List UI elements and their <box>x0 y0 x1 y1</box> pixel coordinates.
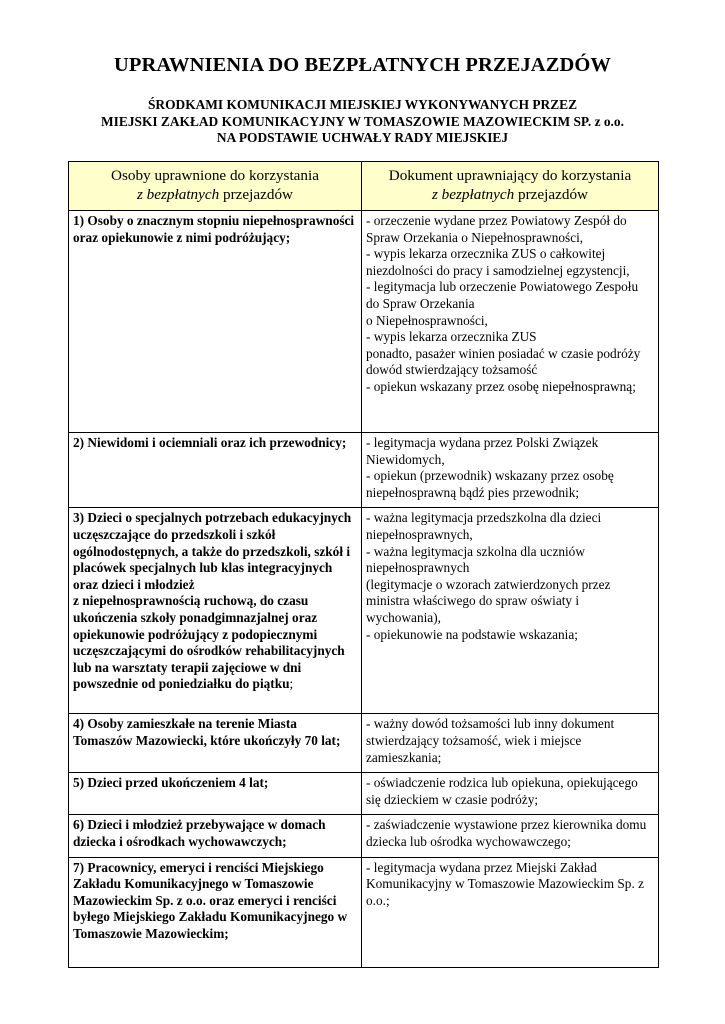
table-row <box>69 508 659 714</box>
document-line: - opiekunowie na podstawie wskazania; <box>366 626 578 642</box>
header-document <box>362 162 659 211</box>
persons-cell: 6) Dzieci i młodzież przebywające w domach dziecka i ośrodkach wychowawczych; <box>69 815 362 857</box>
document-cell <box>362 433 659 508</box>
subtitle-line: NA PODSTAWIE UCHWAŁY RADY MIEJSKIEJ <box>216 130 509 146</box>
document-line: - zaświadczenie wystawione przez kierownika domu dziecka lub ośrodka wychowawczego; <box>366 817 647 849</box>
persons-line: z niepełnosprawnością ruchową, do czasu ukończenia szkoły ponadgimnazjalnej oraz opiekunowie podróżujący z podopiecznymi uczęszczającymi do ośrodków rehabilitacyjnych lub na warsztaty terapii zajęciowe w dni powszednie od poniedziałku do piątku; <box>73 593 345 692</box>
document-line: - opiekun wskazany przez osobę niepełnosprawną; <box>366 378 636 394</box>
header-line: Dokument uprawniający do korzystania <box>388 167 632 184</box>
document-cell <box>362 773 659 815</box>
document-line: - opiekun (przewodnik) wskazany przez osobę niepełnosprawną bądź pies przewodnik; <box>366 468 614 500</box>
document-line: - wypis lekarza orzecznika ZUS o całkowitej niezdolności do pracy i samodzielnej egzystencji, <box>366 246 630 278</box>
header-persons <box>69 162 362 211</box>
persons-cell: 4) Osoby zamieszkałe na terenie Miasta Tomaszów Mazowiecki, które ukończyły 70 lat; <box>69 714 362 773</box>
document-line: ponadto, pasażer winien posiadać w czasie podróży dowód stwierdzający tożsamość <box>366 345 641 378</box>
table-row <box>69 433 659 508</box>
persons-cell: 2) Niewidomi i ociemniali oraz ich przewodnicy; <box>69 433 362 508</box>
persons-cell: 5) Dzieci przed ukończeniem 4 lat; <box>69 773 362 815</box>
document-line: - ważna legitymacja przedszkolna dla dzieci niepełnosprawnych, <box>366 510 602 542</box>
table-row <box>69 714 659 773</box>
persons-cell <box>69 508 362 714</box>
table-row <box>69 773 659 815</box>
subtitle-line: ŚRODKAMI KOMUNIKACJI MIEJSKIEJ WYKONYWANYCH PRZEZ <box>147 97 578 112</box>
document-cell <box>362 211 659 433</box>
table-row <box>69 857 659 967</box>
persons-cell: 1) Osoby o znacznym stopniu niepełnosprawności oraz opiekunowie z nimi podróżujący; <box>69 211 362 433</box>
table-row <box>69 815 659 857</box>
table-header-row <box>69 162 659 211</box>
document-subtitle <box>0 97 725 147</box>
document-line: (legitymacje o wzorach zatwierdzonych przez ministra właściwego do spraw oświaty i wychowania), <box>366 576 611 625</box>
document-title: UPRAWNIENIA DO BEZPŁATNYCH PRZEJAZDÓW <box>113 54 612 76</box>
document-line: - wypis lekarza orzecznika ZUS <box>366 329 537 345</box>
header-line: Osoby uprawnione do korzystania <box>111 167 319 184</box>
subtitle-line: MIEJSKI ZAKŁAD KOMUNIKACYJNY W TOMASZOWIE MAZOWIECKIM SP. z o.o. <box>101 113 624 129</box>
document-cell <box>362 857 659 967</box>
document-line: - ważna legitymacja szkolna dla uczniów niepełnosprawnych <box>366 543 585 576</box>
document-line: - ważny dowód tożsamości lub inny dokument stwierdzający tożsamość, wiek i miejsce zamieszkania; <box>366 716 615 765</box>
document-line: - orzeczenie wydane przez Powiatowy Zespół do Spraw Orzekania o Niepełnosprawności, <box>366 213 627 245</box>
document-cell <box>362 508 659 714</box>
document-line: o Niepełnosprawności, <box>366 312 488 328</box>
document-line: - legitymacja wydana przez Polski Związek Niewidomych, <box>366 435 599 467</box>
header-line: z bezpłatnych przejazdów <box>431 186 589 203</box>
entitlements-table <box>68 161 659 968</box>
table-row <box>69 211 659 433</box>
persons-cell: 7) Pracownicy, emeryci i renciści Miejskiego Zakładu Komunikacyjnego w Tomaszowie Mazowieckim Sp. z o.o. oraz emeryci i renciści byłego Miejskiego Zakładu Komunikacyjnego w Tomaszowie Mazowieckim; <box>69 857 362 967</box>
document-line: - legitymacja wydana przez Miejski Zakład Komunikacyjny w Tomaszowie Mazowieckim Sp. z o.o.; <box>366 859 645 908</box>
header-line: z bezpłatnych przejazdów <box>136 186 294 203</box>
persons-line: 3) Dzieci o specjalnych potrzebach edukacyjnych uczęszczające do przedszkoli i szkół ogólnodostępnych, a także do przedszkoli, szkół i placówek specjalnych lub klas integracyjnych oraz dzieci i młodzież <box>73 510 352 592</box>
document-cell <box>362 815 659 857</box>
document-line: - legitymacja lub orzeczenie Powiatowego Zespołu do Spraw Orzekania <box>366 279 639 311</box>
document-line: - oświadczenie rodzica lub opiekuna, opiekującego się dzieckiem w czasie podróży; <box>366 775 638 807</box>
document-cell <box>362 714 659 773</box>
